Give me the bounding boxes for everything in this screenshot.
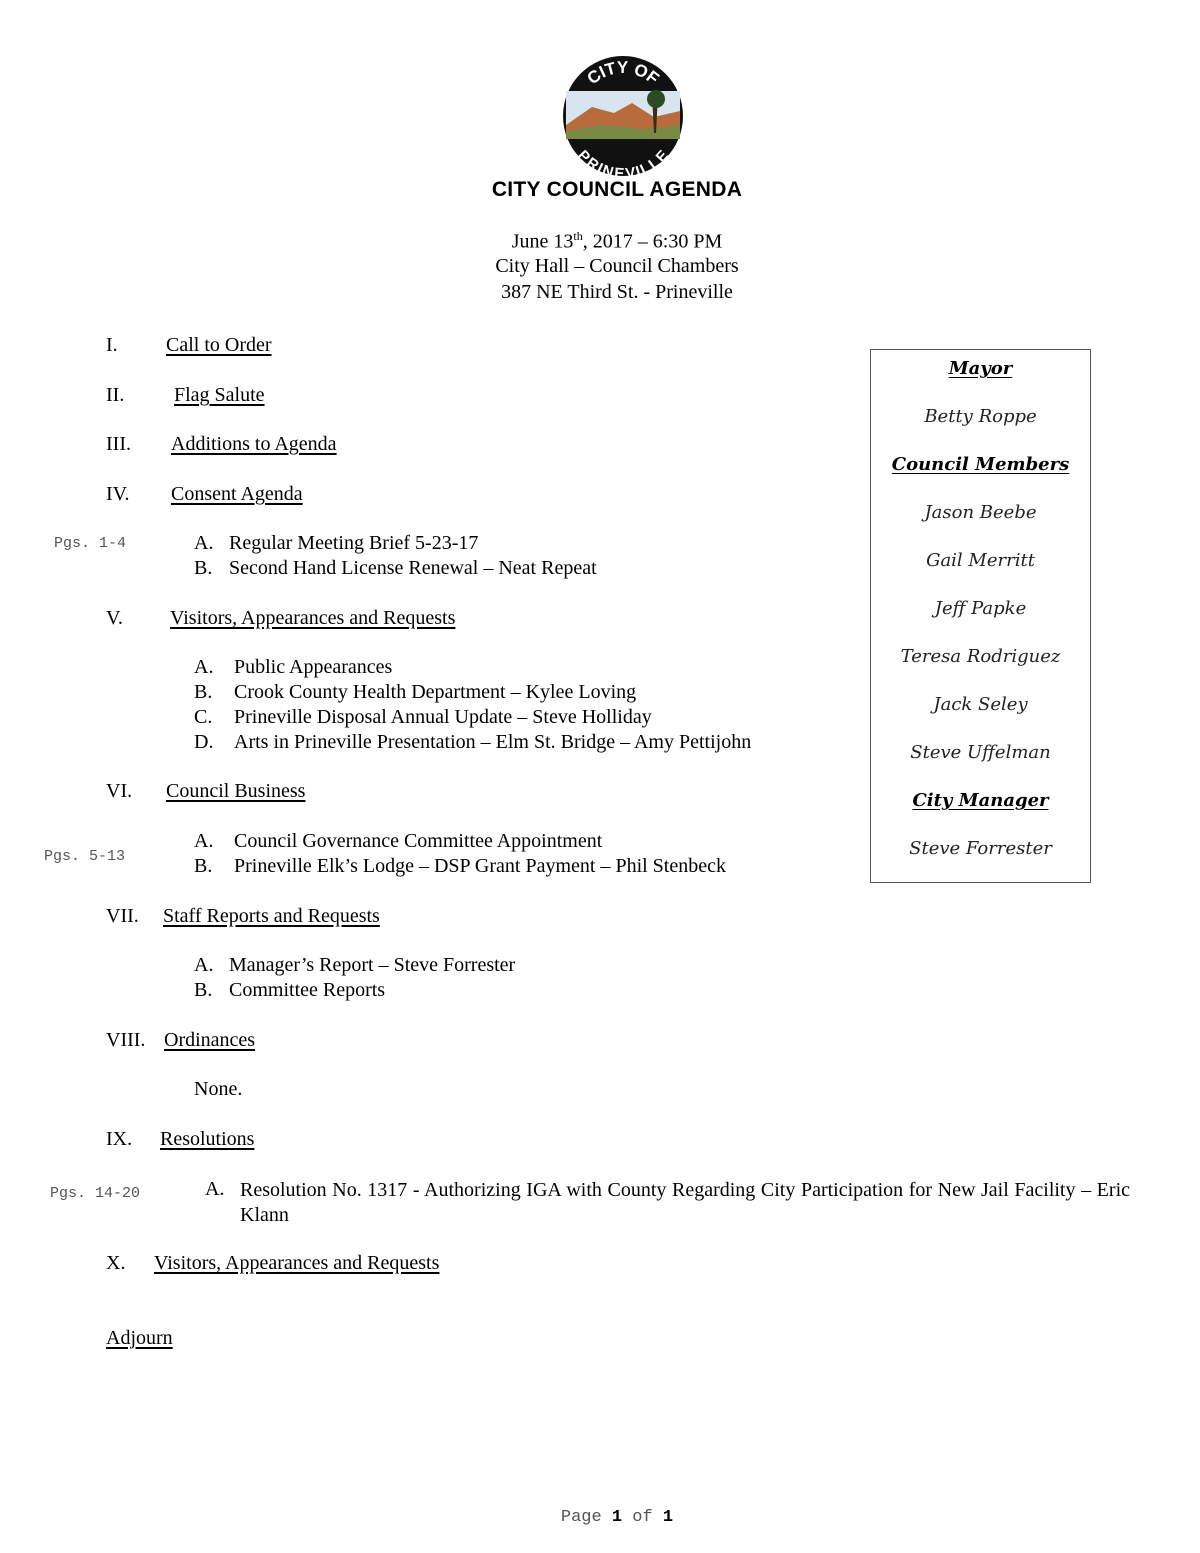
footer-total-pages: 1: [662, 1508, 674, 1527]
meeting-location: City Hall – Council Chambers: [495, 255, 739, 277]
city-logo: [562, 55, 684, 177]
section-staff-reports: Staff Reports and Requests: [163, 905, 380, 927]
council-member: Jason Beebe: [924, 502, 1037, 523]
council-item: Prineville Elk’s Lodge – DSP Grant Payment – Phil Stenbeck: [234, 855, 726, 877]
section-ordinances: Ordinances: [164, 1029, 256, 1051]
staff-item: Committee Reports: [229, 979, 386, 1001]
section-number: IX.: [106, 1128, 133, 1150]
item-letter: C.: [194, 706, 213, 728]
meeting-date-suffix: , 2017 – 6:30 PM: [582, 230, 723, 253]
footer-page-word: Page: [560, 1508, 602, 1527]
footer-current-page: 1: [611, 1508, 623, 1527]
footer-of-word: of: [632, 1508, 653, 1527]
council-member: Jack Seley: [933, 694, 1028, 715]
section-number: VIII.: [106, 1029, 146, 1051]
agenda-title: CITY COUNCIL AGENDA: [491, 178, 743, 201]
section-number: VII.: [106, 905, 139, 927]
item-letter: B.: [194, 557, 213, 579]
meeting-date: [0, 229, 1200, 254]
city-manager-heading: City Manager: [912, 790, 1049, 811]
item-letter: A.: [194, 656, 214, 678]
mayor-heading: Mayor: [948, 358, 1013, 379]
page-footer: [0, 1508, 1200, 1527]
item-letter: A.: [194, 830, 214, 852]
council-member: Steve Uffelman: [910, 742, 1051, 763]
item-letter: A.: [205, 1178, 225, 1200]
page-ref-council: Pgs. 5-13: [44, 848, 126, 865]
page-ref-consent: Pgs. 1-4: [54, 535, 127, 552]
adjourn: Adjourn: [106, 1327, 173, 1349]
consent-item: Second Hand License Renewal – Neat Repeat: [229, 557, 597, 579]
meeting-date-sup: th: [573, 229, 583, 243]
section-consent-agenda: Consent Agenda: [171, 483, 303, 505]
city-manager-name: Steve Forrester: [909, 838, 1052, 859]
item-letter: B.: [194, 681, 213, 703]
council-item: Council Governance Committee Appointment: [234, 830, 603, 852]
item-letter: A.: [194, 532, 214, 554]
mayor-name: Betty Roppe: [924, 406, 1037, 427]
section-number: III.: [106, 433, 131, 455]
section-visitors-2: Visitors, Appearances and Requests: [154, 1252, 440, 1274]
item-letter: B.: [194, 855, 213, 877]
visitors-item: Public Appearances: [234, 656, 393, 678]
visitors-item: Arts in Prineville Presentation – Elm St. Bridge – Amy Pettijohn: [234, 731, 752, 753]
visitors-item: Prineville Disposal Annual Update – Steve Holliday: [234, 706, 652, 728]
council-member: Jeff Papke: [934, 598, 1027, 619]
consent-item: Regular Meeting Brief 5-23-17: [229, 532, 479, 554]
section-additions: Additions to Agenda: [171, 433, 337, 455]
section-resolutions: Resolutions: [160, 1128, 255, 1150]
council-member: Gail Merritt: [926, 550, 1035, 571]
meeting-date-prefix: June 13: [511, 230, 574, 253]
section-number: VI.: [106, 780, 133, 802]
section-flag-salute: Flag Salute: [174, 384, 265, 406]
visitors-item: Crook County Health Department – Kylee Loving: [234, 681, 637, 703]
resolution-item: Resolution No. 1317 - Authorizing IGA with County Regarding City Participation for New Jail Facility – Eric Klann: [240, 1179, 1130, 1226]
section-visitors: Visitors, Appearances and Requests: [170, 607, 456, 629]
item-letter: B.: [194, 979, 213, 1001]
council-member: Teresa Rodriguez: [900, 646, 1061, 667]
item-letter: D.: [194, 731, 214, 753]
meeting-address: 387 NE Third St. - Prineville: [501, 281, 733, 303]
logo-top-text: CITY OF: [583, 57, 663, 89]
section-number: X.: [106, 1252, 126, 1274]
item-letter: A.: [194, 954, 214, 976]
page-ref-resolution: Pgs. 14-20: [50, 1185, 141, 1202]
council-members-heading: Council Members: [891, 454, 1070, 475]
section-number: II.: [106, 384, 125, 406]
council-roster: [870, 349, 1091, 883]
section-call-to-order: Call to Order: [166, 334, 272, 356]
section-number: I.: [106, 334, 118, 356]
section-number: IV.: [106, 483, 130, 505]
staff-item: Manager’s Report – Steve Forrester: [229, 954, 516, 976]
section-council-business: Council Business: [166, 780, 306, 802]
ordinances-none: None.: [194, 1078, 243, 1100]
logo-bottom-text: PRINEVILLE: [574, 147, 672, 177]
section-number: V.: [106, 607, 123, 629]
